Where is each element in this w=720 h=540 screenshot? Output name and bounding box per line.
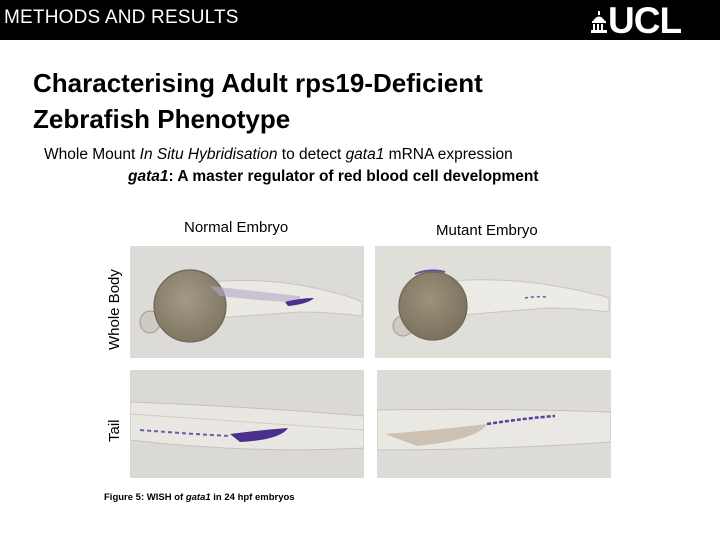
caption-post: in 24 hpf embryos (210, 492, 295, 503)
logo-text: UCL (608, 0, 682, 41)
subtitle-line-1 (44, 146, 513, 164)
row-label-tail: Tail (106, 419, 123, 442)
sub1-pre: Whole Mount (44, 146, 140, 163)
row-label-whole-body: Whole Body (106, 269, 123, 350)
section-label: METHODS AND RESULTS (4, 7, 239, 28)
slide-title (33, 65, 653, 137)
caption-gene: gata1 (185, 492, 211, 503)
header-bar (0, 0, 720, 40)
sub1-method: In Situ Hybridisation (139, 146, 278, 163)
sub1-mid: to detect (277, 146, 346, 163)
sub2-gene: gata1 (128, 168, 169, 185)
image-normal-tail (130, 370, 364, 478)
title-line-1: Characterising Adult rps19-Deficient (33, 68, 483, 98)
sub1-gene: gata1 (345, 146, 385, 163)
sub2-post: : A master regulator of red blood cell development (168, 168, 539, 185)
caption-pre: Figure 5: WISH of (104, 492, 186, 503)
title-line-2: Zebrafish Phenotype (33, 104, 291, 134)
image-normal-whole-body (130, 246, 364, 358)
column-label-normal: Normal Embryo (184, 219, 289, 236)
figure-caption (104, 492, 295, 503)
ucl-logo (590, 0, 716, 41)
image-mutant-whole-body (375, 246, 611, 358)
portico-dome-icon (590, 11, 608, 33)
subtitle-line-2 (128, 168, 539, 186)
column-label-mutant: Mutant Embryo (436, 222, 538, 239)
image-mutant-tail (377, 370, 611, 478)
sub1-post: mRNA expression (384, 146, 513, 163)
